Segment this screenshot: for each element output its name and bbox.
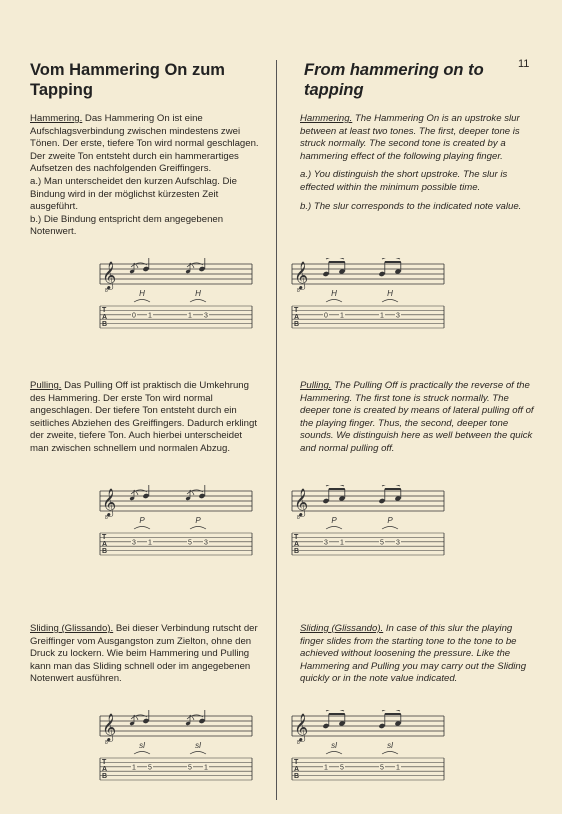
treble-clef-icon: 𝄞 [294, 262, 309, 289]
tab-clef-letter: B [294, 321, 300, 328]
example-sliding-de [98, 710, 254, 786]
hammering-text-de [30, 113, 262, 239]
tab-clef-letter: B [294, 773, 300, 780]
tab-fret-number: 1 [380, 312, 384, 320]
hammering-a-de: a.) Man unterscheidet den kurzen Aufschlag. Die Bindung wird in der möglichst kürzesten Zeit ausgeführt. [30, 175, 237, 213]
technique-mark: sl [139, 741, 145, 750]
slur-arc [187, 715, 203, 719]
tab-fret-number: 1 [204, 764, 208, 772]
clef-octave-label: 8 [105, 288, 108, 294]
treble-clef-icon: 𝄞 [102, 262, 117, 289]
treble-clef-icon: 𝄞 [102, 489, 117, 516]
technique-mark: H [331, 289, 337, 298]
slur-arc [326, 710, 344, 711]
tab-fret-number: 1 [148, 539, 152, 547]
tab-fret-number: 1 [396, 764, 400, 772]
tab-fret-number: 5 [380, 764, 384, 772]
tab-slur-arc [382, 527, 398, 530]
tab-slur-arc [382, 300, 398, 303]
title-german: Vom Hammering On zum Tapping [30, 61, 225, 99]
tab-clef-letter: A [294, 766, 300, 773]
example-sliding-en [290, 710, 446, 786]
tab-fret-number: 5 [148, 764, 152, 772]
example-hammering-de [98, 258, 254, 334]
tab-slur-arc [190, 527, 206, 530]
technique-mark: P [139, 516, 145, 525]
term-hammering-en: Hammering. [300, 113, 353, 124]
tab-slur-arc [326, 527, 342, 530]
clef-octave-label: 8 [297, 288, 300, 294]
tab-fret-number: 1 [132, 764, 136, 772]
technique-mark: H [139, 289, 145, 298]
page-number: 11 [518, 58, 530, 70]
slur-arc [326, 485, 344, 486]
tab-slur-arc [134, 752, 150, 755]
sliding-body-en: In case of this slur the playing finger slides from the starting tone to the tone to be achieved without loosening the pressure. Like the Hammering and Pulling you may carry out the Sliding quickly or in the note value indicated. [300, 623, 527, 685]
hammering-text-en [300, 113, 536, 213]
tab-clef-letter: B [294, 548, 300, 555]
tab-slur-arc [326, 752, 342, 755]
treble-clef-icon: 𝄞 [294, 714, 309, 741]
clef-octave-label: 8 [105, 740, 108, 746]
sliding-body-de: Bei dieser Verbindung rutscht der Greiffinger vom Ausgangston zum Zielton, ohne den Druck zu lockern. Wie beim Hammering und Pulling kann man das Sliding schnell oder im angegebenen Notenwert ausführen. [30, 623, 258, 685]
tab-fret-number: 3 [324, 539, 328, 547]
clef-octave-label: 8 [105, 515, 108, 521]
tab-clef-letter: B [102, 773, 108, 780]
tab-fret-number: 0 [132, 312, 136, 320]
tab-fret-number: 5 [188, 539, 192, 547]
tab-clef-letter: T [294, 534, 299, 541]
tab-slur-arc [190, 300, 206, 303]
term-pulling-de: Pulling. [30, 380, 62, 391]
technique-mark: H [195, 289, 201, 298]
slur-arc [131, 263, 147, 267]
technique-mark: sl [195, 741, 201, 750]
tab-clef-letter: A [102, 314, 108, 321]
tab-slur-arc [382, 752, 398, 755]
sliding-text-de [30, 623, 262, 686]
tab-fret-number: 3 [396, 539, 400, 547]
tab-fret-number: 3 [396, 312, 400, 320]
technique-mark: H [387, 289, 393, 298]
term-sliding-de: Sliding (Glissando). [30, 623, 114, 634]
slur-arc [382, 258, 400, 259]
example-hammering-en [290, 258, 446, 334]
tab-clef-letter: B [102, 548, 108, 555]
column-divider [276, 60, 277, 800]
pulling-text-de [30, 380, 262, 456]
term-sliding-en: Sliding (Glissando). [300, 623, 384, 634]
hammering-body-en: The Hammering On is an upstroke slur between at least two tones. The first, deeper tone is struck normally. The second tone is created by a hammering effect of the following playing finger. [300, 113, 520, 162]
tab-clef-letter: A [102, 766, 108, 773]
tab-clef-letter: T [102, 307, 107, 314]
tab-clef-letter: T [102, 534, 107, 541]
slur-arc [382, 710, 400, 711]
tab-clef-letter: A [102, 541, 108, 548]
clef-octave-label: 8 [297, 515, 300, 521]
pulling-text-en [300, 380, 536, 456]
tab-slur-arc [326, 300, 342, 303]
tab-slur-arc [190, 752, 206, 755]
tab-fret-number: 1 [188, 312, 192, 320]
tab-fret-number: 1 [324, 764, 328, 772]
slur-arc [131, 715, 147, 719]
tab-fret-number: 3 [132, 539, 136, 547]
sliding-text-en [300, 623, 536, 686]
hammering-body-de: Das Hammering On ist eine Aufschlagsverbindung zwischen mindestens zwei Tönen. Der erste, tiefere Ton wird normal geschlagen. Der zweite Ton entsteht durch ein hammerartiges Aufsetzen des nachfolgenden Greiffingers. [30, 113, 259, 175]
example-pulling-en [290, 485, 446, 561]
clef-octave-label: 8 [297, 740, 300, 746]
pulling-body-de: Das Pulling Off ist praktisch die Umkehrung des Hammering. Der erste Ton wird normal angeschlagen. Der tiefere Ton entsteht durch ein seitliches Abziehen des Greiffingers. Dadurch erklingt der zweite, tiefere Ton. Auch hierbei unterscheidet man zwischen schnellem und normalen Abzug. [30, 380, 257, 454]
slur-arc [326, 258, 344, 259]
hammering-b-de: b.) Die Bindung entspricht dem angegebenen Notenwert. [30, 213, 224, 238]
term-pulling-en: Pulling. [300, 380, 332, 391]
technique-mark: sl [331, 741, 337, 750]
tab-clef-letter: A [294, 541, 300, 548]
tab-fret-number: 1 [340, 539, 344, 547]
tab-clef-letter: T [102, 759, 107, 766]
tab-fret-number: 3 [204, 539, 208, 547]
technique-mark: sl [387, 741, 393, 750]
tab-fret-number: 0 [324, 312, 328, 320]
tab-slur-arc [134, 300, 150, 303]
treble-clef-icon: 𝄞 [102, 714, 117, 741]
tab-fret-number: 3 [204, 312, 208, 320]
tab-fret-number: 5 [380, 539, 384, 547]
tab-clef-letter: B [102, 321, 108, 328]
pulling-body-en: The Pulling Off is practically the reverse of the Hammering. The first tone is struck normally. The deeper tone is created by means of lateral pulling off of the playing finger. Thus, the second, deeper tone sounds. We distinguish here as well between the quick and normal pulling off. [300, 380, 534, 454]
tab-fret-number: 1 [148, 312, 152, 320]
tab-slur-arc [134, 527, 150, 530]
tab-fret-number: 1 [340, 312, 344, 320]
tab-clef-letter: T [294, 759, 299, 766]
term-hammering-de: Hammering. [30, 113, 83, 124]
hammering-a-en: a.) You distinguish the short upstroke. The slur is effected within the minimum possible time. [300, 169, 508, 193]
technique-mark: P [387, 516, 393, 525]
tab-clef-letter: T [294, 307, 299, 314]
title-english: From hammering on to tapping [304, 61, 484, 99]
technique-mark: P [331, 516, 337, 525]
slur-arc [187, 490, 203, 494]
slur-arc [187, 263, 203, 267]
slur-arc [382, 485, 400, 486]
tab-clef-letter: A [294, 314, 300, 321]
technique-mark: P [195, 516, 201, 525]
tab-fret-number: 5 [340, 764, 344, 772]
hammering-b-en: b.) The slur corresponds to the indicated note value. [300, 200, 522, 212]
treble-clef-icon: 𝄞 [294, 489, 309, 516]
slur-arc [131, 490, 147, 494]
tab-fret-number: 5 [188, 764, 192, 772]
example-pulling-de [98, 485, 254, 561]
